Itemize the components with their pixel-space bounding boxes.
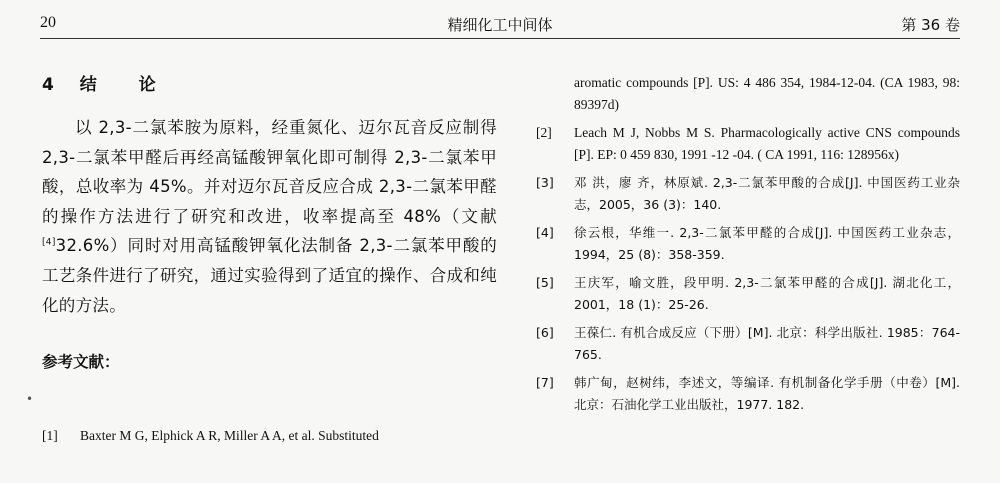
reference-number: [7]: [536, 375, 554, 390]
reference-number: [5]: [536, 275, 554, 290]
reference-text: Baxter M G, Elphick A R, Miller A A, et al. Substituted: [80, 428, 379, 443]
reference-number: [3]: [536, 175, 554, 190]
reference-3: [536, 172, 960, 216]
paragraph-text-1: 以 2,3-二氯苯胺为原料，经重氮化、迈尔瓦音反应制得 2,3-二氯苯甲醛后再经高锰酸钾氧化即可制得 2,3-二氯苯甲酸，总收率为 45%。并对迈尔瓦音反应合成 2,3-二氯苯甲醛的操作方法进行了研究和改进，收率提高至 48%（文献: [42, 118, 497, 226]
volume-label: 第 36 卷: [901, 16, 960, 34]
reference-text: 韩广甸，赵树纬，李述文，等编译. 有机制备化学手册（中卷）[M]. 北京：石油化学工业出版社，1977. 182.: [574, 375, 960, 412]
paragraph-text-2: 32.6%）同时对用高锰酸钾氧化法制备 2,3-二氯苯甲酸的工艺条件进行了研究，通过实验得到了适宜的操作、合成和纯化的方法。: [42, 236, 497, 315]
conclusion-paragraph: [42, 113, 497, 320]
section-number: 4: [42, 75, 55, 95]
reference-text: Leach M J, Nobbs M S. Pharmacologically active CNS compounds [P]. EP: 0 459 830, 1991 -12 -04. ( CA 1991, 116: 128956x): [574, 125, 960, 162]
reference-text: 邓 洪，廖 齐，林原斌. 2,3-二氯苯甲酸的合成[J]. 中国医药工业杂志，2005，36 (3)：140.: [574, 175, 960, 212]
reference-text: aromatic compounds [P]. US: 4 486 354, 1984-12-04. (CA 1983, 98: 89397d): [574, 75, 960, 112]
margin-mark: •: [26, 392, 34, 406]
reference-5: [536, 272, 960, 316]
references-heading: 参考文献：: [42, 353, 120, 372]
reference-number: [6]: [536, 325, 554, 340]
left-column: [42, 70, 497, 372]
reference-text: 王葆仁. 有机合成反应（下册）[M]. 北京：科学出版社. 1985：764-765.: [574, 325, 960, 362]
reference-7: [536, 372, 960, 416]
reference-number: [1]: [42, 428, 58, 443]
section-heading: [42, 70, 497, 95]
header-divider: [40, 38, 960, 39]
page-number: 20: [40, 14, 56, 31]
section-title: 结 论: [79, 75, 174, 95]
right-column: [536, 72, 960, 422]
reference-number: [2]: [536, 125, 552, 140]
reference-number: [4]: [536, 225, 554, 240]
page-header: [40, 8, 960, 38]
reference-1-continued: [536, 72, 960, 116]
journal-title: 精细化工中间体: [447, 16, 553, 34]
reference-2: [536, 122, 960, 166]
reference-6: [536, 322, 960, 366]
reference-text: 徐云根，华维一. 2,3-二氯苯甲醛的合成[J]. 中国医药工业杂志，1994，25 (8)：358-359.: [574, 225, 960, 262]
citation-superscript: [4]: [42, 237, 56, 248]
reference-4: [536, 222, 960, 266]
reference-text: 王庆军，喻文胜，段甲明. 2,3-二氯苯甲醛的合成[J]. 湖北化工，2001，18 (1)：25-26.: [574, 275, 960, 312]
